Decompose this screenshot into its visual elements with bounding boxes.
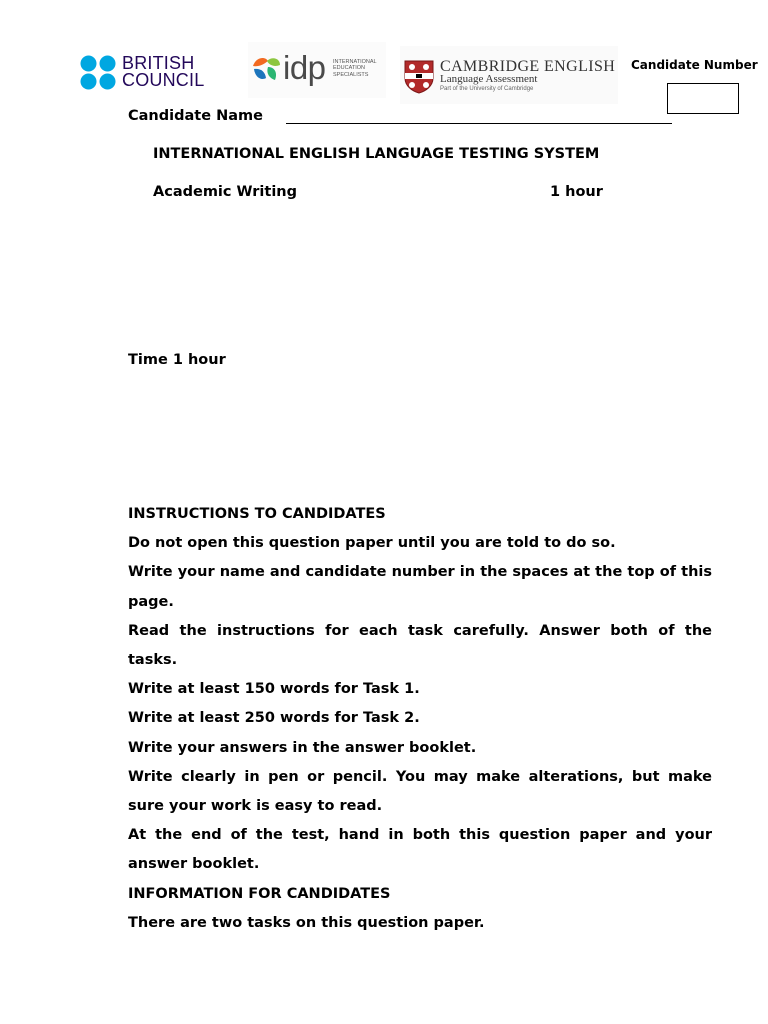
instruction-item: Write clearly in pen or pencil. You may make alterations, but make sure your work is easy to read. (128, 768, 712, 815)
cambridge-part-of: Part of the University of Cambridge (440, 86, 534, 92)
idp-leaf-icon (250, 54, 282, 86)
duration: 1 hour (550, 184, 603, 200)
candidate-name-label: Candidate Name (128, 108, 263, 124)
british-council-dots-icon (80, 55, 118, 91)
exam-title: INTERNATIONAL ENGLISH LANGUAGE TESTING SYSTEM (153, 146, 600, 162)
cambridge-title: CAMBRIDGE ENGLISH (440, 58, 616, 75)
cambridge-shield-icon (404, 60, 434, 94)
idp-tagline: INTERNATIONAL EDUCATION SPECIALISTS (333, 59, 377, 78)
candidate-number-field[interactable] (667, 83, 739, 114)
british-council-line2: COUNCIL (122, 70, 205, 90)
instruction-item: Write at least 150 words for Task 1. (128, 681, 420, 698)
information-item: There are two tasks on this question paper. (128, 914, 485, 931)
candidate-name-field[interactable] (286, 123, 672, 124)
candidate-number-label: Candidate Number (631, 58, 758, 72)
time-allowed: Time 1 hour (128, 352, 226, 368)
instructions-heading: INSTRUCTIONS TO CANDIDATES (128, 506, 386, 522)
cambridge-subtitle: Language Assessment (440, 73, 538, 85)
module-name: Academic Writing (153, 184, 298, 200)
instruction-item: Write at least 250 words for Task 2. (128, 710, 420, 727)
british-council-logo (80, 55, 210, 91)
instruction-item: Write your name and candidate number in the spaces at the top of this page. (128, 564, 712, 610)
instruction-item: Do not open this question paper until you are told to do so. (128, 535, 616, 552)
instruction-item: Write your answers in the answer booklet. (128, 739, 477, 756)
idp-logo (248, 42, 386, 98)
idp-wordmark: idp (283, 49, 326, 86)
british-council-line1: BRITISH (122, 53, 195, 73)
instruction-item: At the end of the test, hand in both this question paper and your answer booklet. (128, 827, 712, 873)
cambridge-english-logo (400, 46, 618, 104)
instruction-item: Read the instructions for each task carefully. Answer both of the tasks. (128, 622, 712, 669)
instructions-block (128, 500, 712, 938)
information-heading: INFORMATION FOR CANDIDATES (128, 885, 391, 902)
